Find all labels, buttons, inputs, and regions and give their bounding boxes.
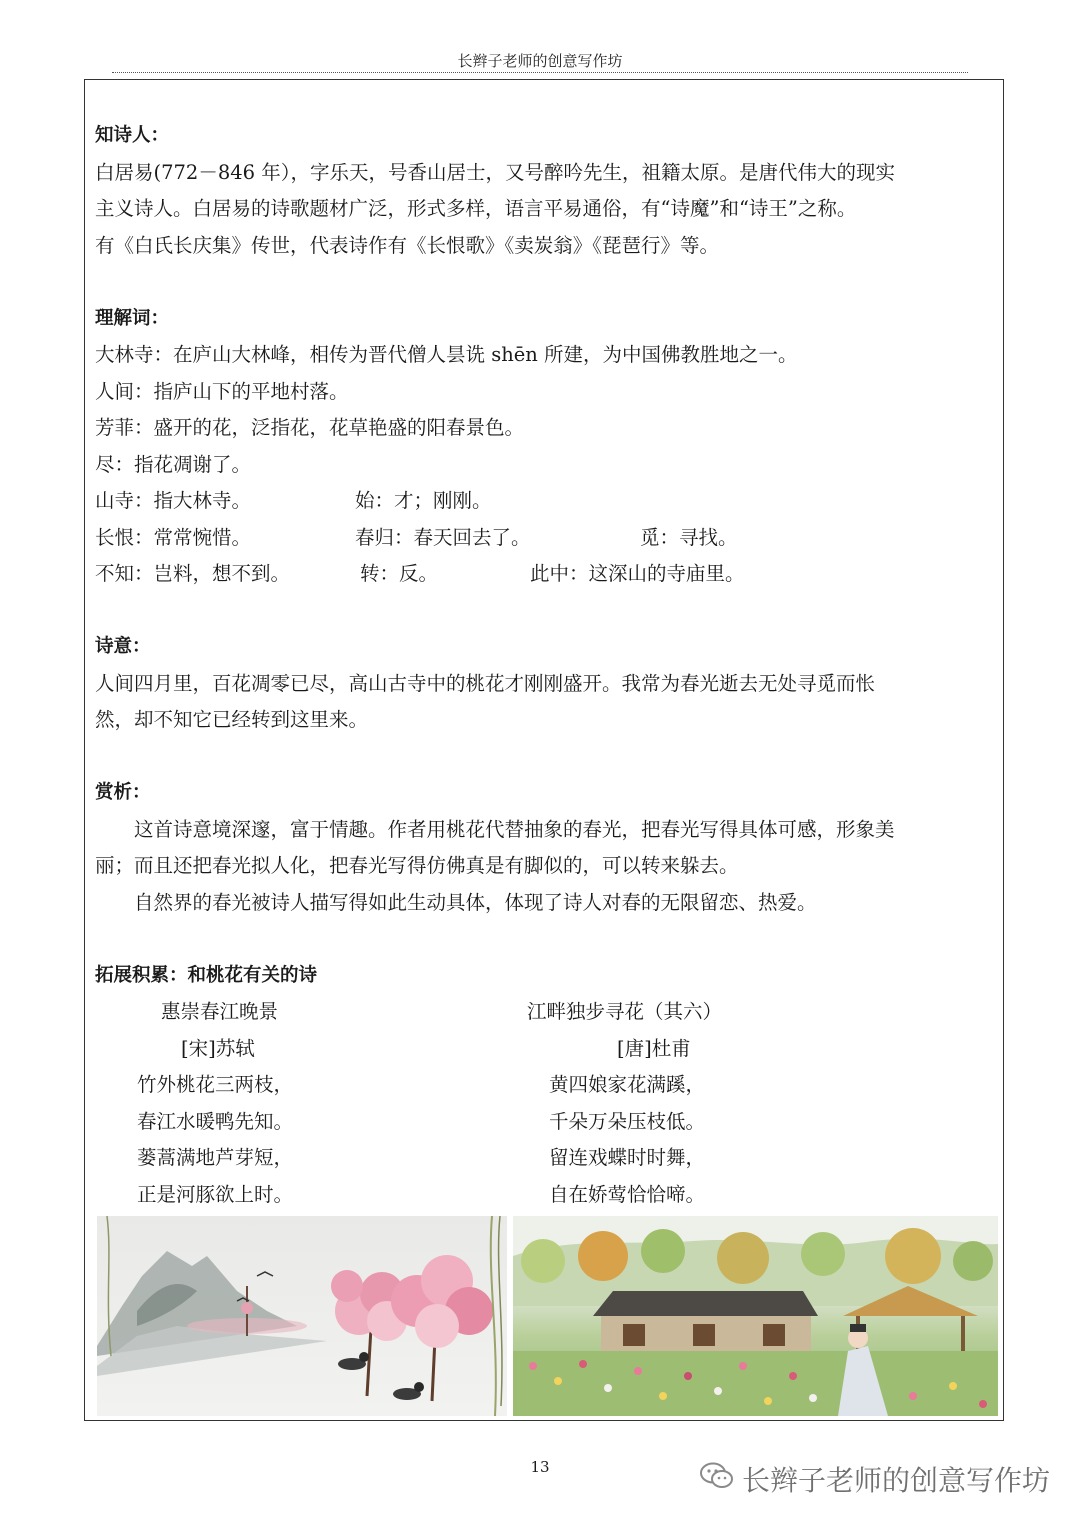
poem-author: [宋]苏轼 xyxy=(181,1036,255,1060)
page-header-title: 长辫子老师的创意写作坊 xyxy=(457,52,623,70)
word-entry: 始：才；刚刚。 xyxy=(355,489,492,512)
poem-title: 江畔独步寻花（其六） xyxy=(527,1000,723,1023)
word-entry: 觅：寻找。 xyxy=(640,525,738,549)
duck-2 xyxy=(393,1382,424,1400)
poet-line: 白居易(772－846 年），字乐天，号香山居士，又号醉吟先生，祖籍太原。是唐代伟大的现实 xyxy=(95,160,895,184)
word-entry: 尽：指花凋谢了。 xyxy=(95,452,252,476)
document-body xyxy=(95,118,990,1213)
poem-line: 黄四娘家花满蹊， xyxy=(549,1073,706,1096)
appreciation-line: 丽；而且还把春光拟人化，把春光写得仿佛真是有脚似的，可以转来躲去。 xyxy=(95,854,739,877)
poem-line: 竹外桃花三两枝， xyxy=(137,1073,294,1096)
word-row xyxy=(95,520,990,557)
appreciation-line: 自然界的春光被诗人描写得如此生动具体，体现了诗人对春的无限留恋、热爱。 xyxy=(134,890,817,914)
peach-blossom-painting xyxy=(97,1216,507,1416)
word-entry: 春归：春天回去了。 xyxy=(355,525,531,549)
word-entry: 不知：岂料，想不到。 xyxy=(95,562,291,585)
poem-jiangpan xyxy=(527,994,722,1213)
word-row xyxy=(95,556,990,593)
flower-garden xyxy=(513,1351,998,1416)
cottage xyxy=(593,1291,818,1351)
poem-line: 蒌蒿满地芦芽短， xyxy=(137,1146,294,1169)
poems-container xyxy=(95,994,990,1213)
section-heading-meaning: 诗意： xyxy=(95,636,151,657)
watermark-text: 长辫子老师的创意写作坊 xyxy=(742,1464,1051,1497)
watermark xyxy=(700,1459,1050,1499)
section-heading-poet: 知诗人： xyxy=(95,125,170,146)
poem-line: 自在娇莺恰恰啼。 xyxy=(549,1182,706,1206)
word-entry: 芳菲：盛开的花，泛指花，花草艳盛的阳春景色。 xyxy=(95,416,525,439)
meaning-line: 人间四月里，百花凋零已尽，高山古寺中的桃花才刚刚盛开。我常为春光逝去无处寻觅而怅 xyxy=(95,671,876,695)
page-number: 13 xyxy=(530,1458,550,1476)
poem-title: 惠崇春江晚景 xyxy=(161,1000,279,1023)
section-heading-extension: 拓展积累：和桃花有关的诗 xyxy=(95,964,318,986)
poem-huichong xyxy=(95,994,527,1213)
word-entry: 大林寺：在庐山大林峰，相传为晋代僧人昙诜 shēn 所建，为中国佛教胜地之一。 xyxy=(95,343,798,366)
peach-blossom-painting-art xyxy=(97,1216,507,1416)
section-heading-appreciation: 赏析： xyxy=(95,782,151,803)
cottage-garden-painting xyxy=(513,1216,998,1416)
word-entry: 转：反。 xyxy=(360,562,439,585)
poet-line: 有《白氏长庆集》传世，代表诗作有《长恨歌》《卖炭翁》《琵琶行》等。 xyxy=(95,233,720,257)
word-entry: 长恨：常常惋惜。 xyxy=(95,525,252,549)
poem-line: 正是河豚欲上时。 xyxy=(137,1182,294,1206)
meaning-line: 然，却不知它已经转到这里来。 xyxy=(95,708,369,731)
poem-line: 春江水暖鸭先知。 xyxy=(137,1109,294,1133)
word-row xyxy=(95,483,990,520)
appreciation-line: 这首诗意境深邃，富于情趣。作者用桃花代替抽象的春光，把春光写得具体可感，形象美 xyxy=(134,817,895,841)
poem-line: 留连戏蝶时时舞， xyxy=(549,1146,706,1169)
section-heading-words: 理解词： xyxy=(95,307,170,329)
word-entry: 人间：指庐山下的平地村落。 xyxy=(95,379,349,403)
wechat-icon xyxy=(700,1462,734,1497)
header-divider xyxy=(112,72,968,73)
poet-line: 主义诗人。白居易的诗歌题材广泛，形式多样，语言平易通俗，有“诗魔”和“诗王”之称。 xyxy=(95,197,857,220)
word-entry: 山寺：指大林寺。 xyxy=(95,489,252,512)
poem-line: 千朵万朵压枝低。 xyxy=(549,1109,706,1133)
poem-author: [唐]杜甫 xyxy=(617,1036,691,1060)
word-entry: 此中：这深山的寺庙里。 xyxy=(530,562,745,585)
cottage-garden-painting-art xyxy=(513,1216,998,1416)
peach-tree-2 xyxy=(391,1255,493,1401)
duck-1 xyxy=(338,1352,369,1370)
trees-background xyxy=(521,1228,993,1284)
